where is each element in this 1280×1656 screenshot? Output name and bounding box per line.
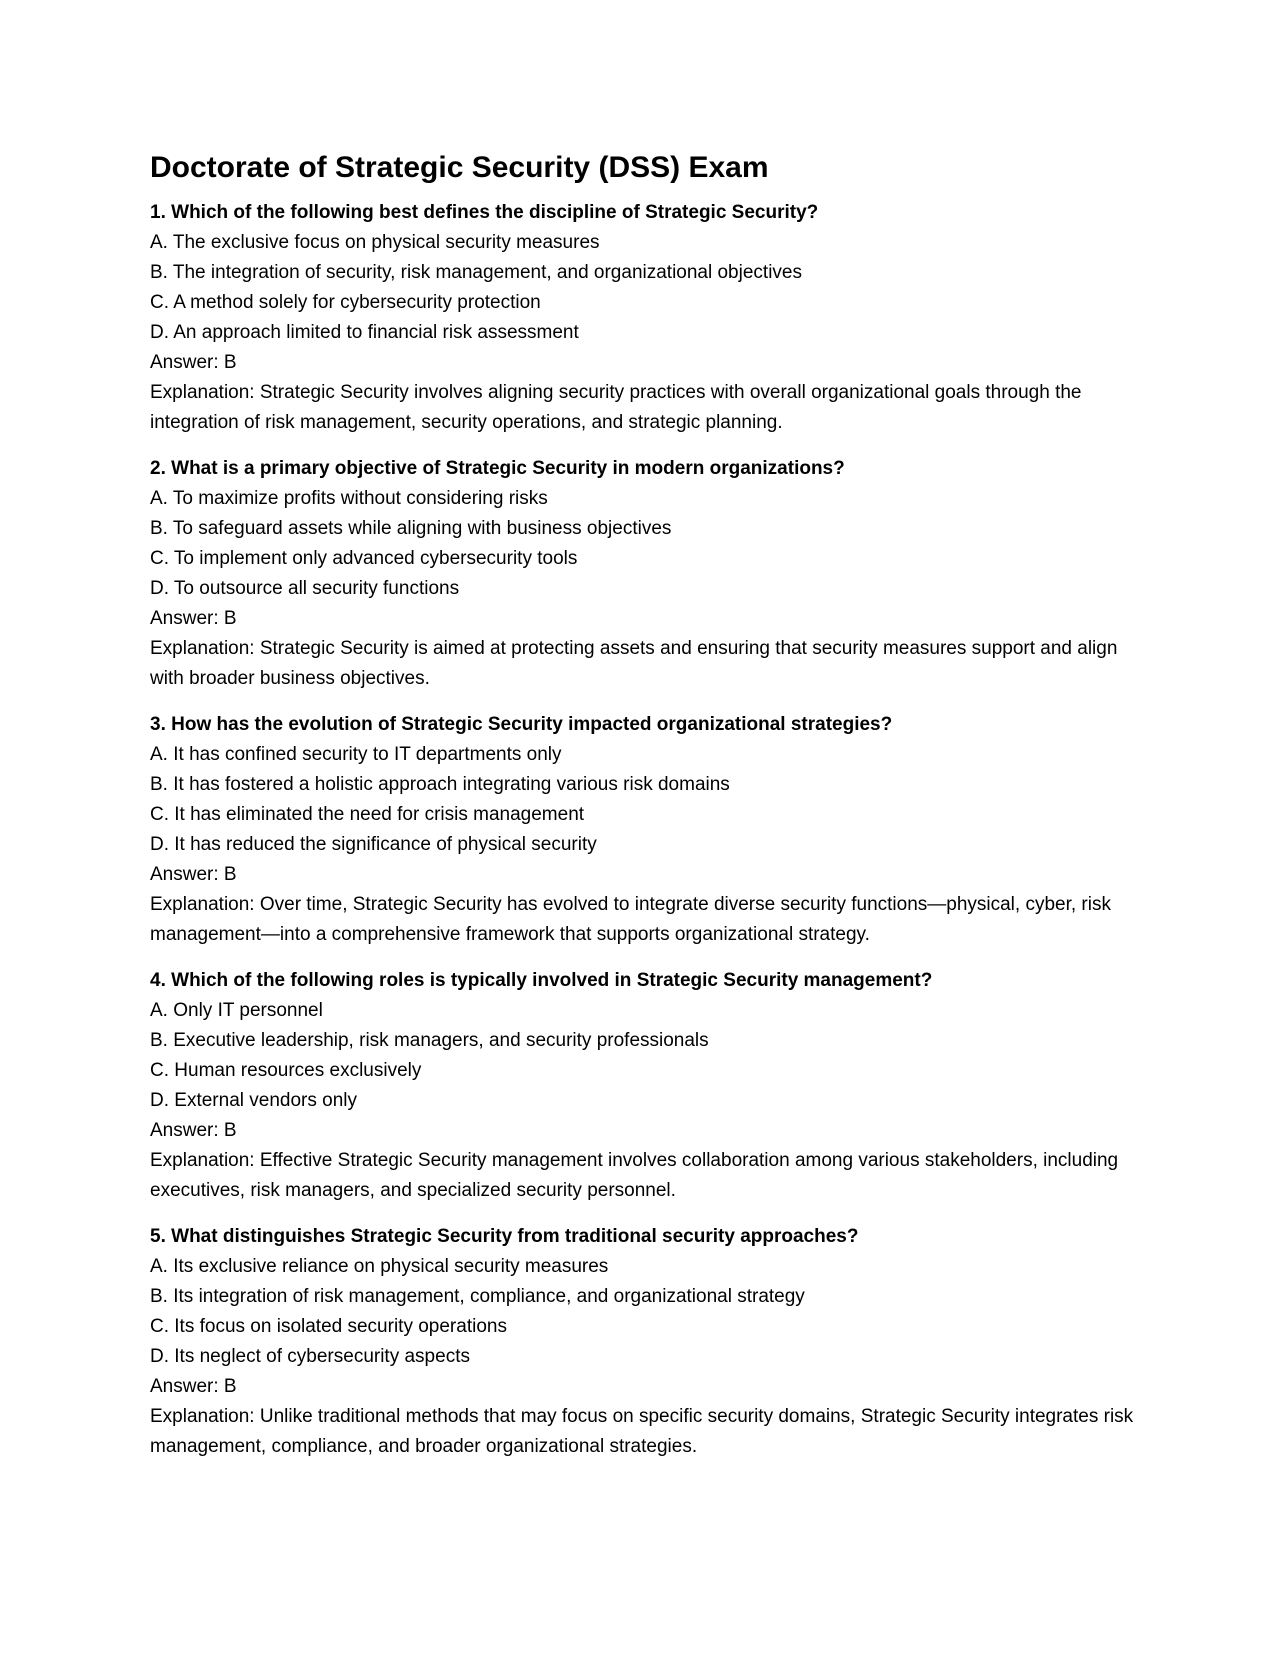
option-a: A. Only IT personnel — [150, 1000, 323, 1021]
option-a: A. The exclusive focus on physical security measures — [150, 232, 600, 253]
answer-line: Answer: B — [150, 1120, 237, 1141]
question-5 — [150, 1222, 1140, 1462]
option-a: A. It has confined security to IT departments only — [150, 744, 562, 765]
question-number: 1 . — [150, 202, 171, 223]
question-4 — [150, 966, 1140, 1206]
option-c: C. Its focus on isolated security operations — [150, 1316, 507, 1337]
document-page — [150, 150, 1140, 1478]
option-b: B. To safeguard assets while aligning with business objectives — [150, 518, 672, 539]
explanation-text: Explanation: Strategic Security involves aligning security practices with overall organizational goals through the integration of risk management, security operations, and strategic planning. — [150, 382, 1082, 433]
question-prompt: What distinguishes Strategic Security from traditional security approaches? — [171, 1226, 859, 1247]
question-text — [150, 198, 1140, 228]
question-prompt: What is a primary objective of Strategic Security in modern organizations? — [171, 458, 845, 479]
option-d: D. Its neglect of cybersecurity aspects — [150, 1346, 470, 1367]
question-2 — [150, 454, 1140, 694]
option-c: C. A method solely for cybersecurity protection — [150, 292, 541, 313]
answer-line: Answer: B — [150, 1376, 237, 1397]
explanation-text: Explanation: Unlike traditional methods that may focus on specific security domains, Strategic Security integrates risk management, compliance, and broader organizational strategies. — [150, 1406, 1134, 1457]
answer-line: Answer: B — [150, 864, 237, 885]
option-c: C. It has eliminated the need for crisis management — [150, 804, 585, 825]
question-number: 2 . — [150, 458, 171, 479]
question-prompt: Which of the following best defines the discipline of Strategic Security? — [171, 202, 819, 223]
option-d: D. An approach limited to financial risk assessment — [150, 322, 579, 343]
option-b: B. Executive leadership, risk managers, and security professionals — [150, 1030, 709, 1051]
document-title: Doctorate of Strategic Security (DSS) Exam — [150, 151, 769, 184]
question-3 — [150, 710, 1140, 950]
option-d: D. To outsource all security functions — [150, 578, 460, 599]
question-text — [150, 454, 1140, 484]
option-c: C. To implement only advanced cybersecurity tools — [150, 548, 578, 569]
option-b: B. Its integration of risk management, compliance, and organizational strategy — [150, 1286, 805, 1307]
question-number: 5 . — [150, 1226, 171, 1247]
question-text — [150, 1222, 1140, 1252]
answer-line: Answer: B — [150, 608, 237, 629]
option-d: D. External vendors only — [150, 1090, 357, 1111]
option-b: B. It has fostered a holistic approach integrating various risk domains — [150, 774, 730, 795]
question-text — [150, 966, 1140, 996]
explanation-text: Explanation: Over time, Strategic Security has evolved to integrate diverse security functions—physical, cyber, risk management—into a comprehensive framework that supports organizational strategy. — [150, 894, 1111, 945]
option-a: A. To maximize profits without considering risks — [150, 488, 548, 509]
question-number: 4 . — [150, 970, 171, 991]
explanation-text: Explanation: Strategic Security is aimed at protecting assets and ensuring that security measures support and align with broader business objectives. — [150, 638, 1118, 689]
question-text — [150, 710, 1140, 740]
question-1 — [150, 198, 1140, 438]
option-b: B. The integration of security, risk management, and organizational objectives — [150, 262, 802, 283]
option-d: D. It has reduced the significance of physical security — [150, 834, 597, 855]
question-number: 3 . — [150, 714, 171, 735]
question-prompt: Which of the following roles is typically involved in Strategic Security management? — [171, 970, 933, 991]
answer-line: Answer: B — [150, 352, 237, 373]
question-prompt: How has the evolution of Strategic Security impacted organizational strategies? — [171, 714, 893, 735]
option-a: A. Its exclusive reliance on physical security measures — [150, 1256, 609, 1277]
explanation-text: Explanation: Effective Strategic Security management involves collaboration among various stakeholders, including executives, risk managers, and specialized security personnel. — [150, 1150, 1119, 1201]
option-c: C. Human resources exclusively — [150, 1060, 422, 1081]
